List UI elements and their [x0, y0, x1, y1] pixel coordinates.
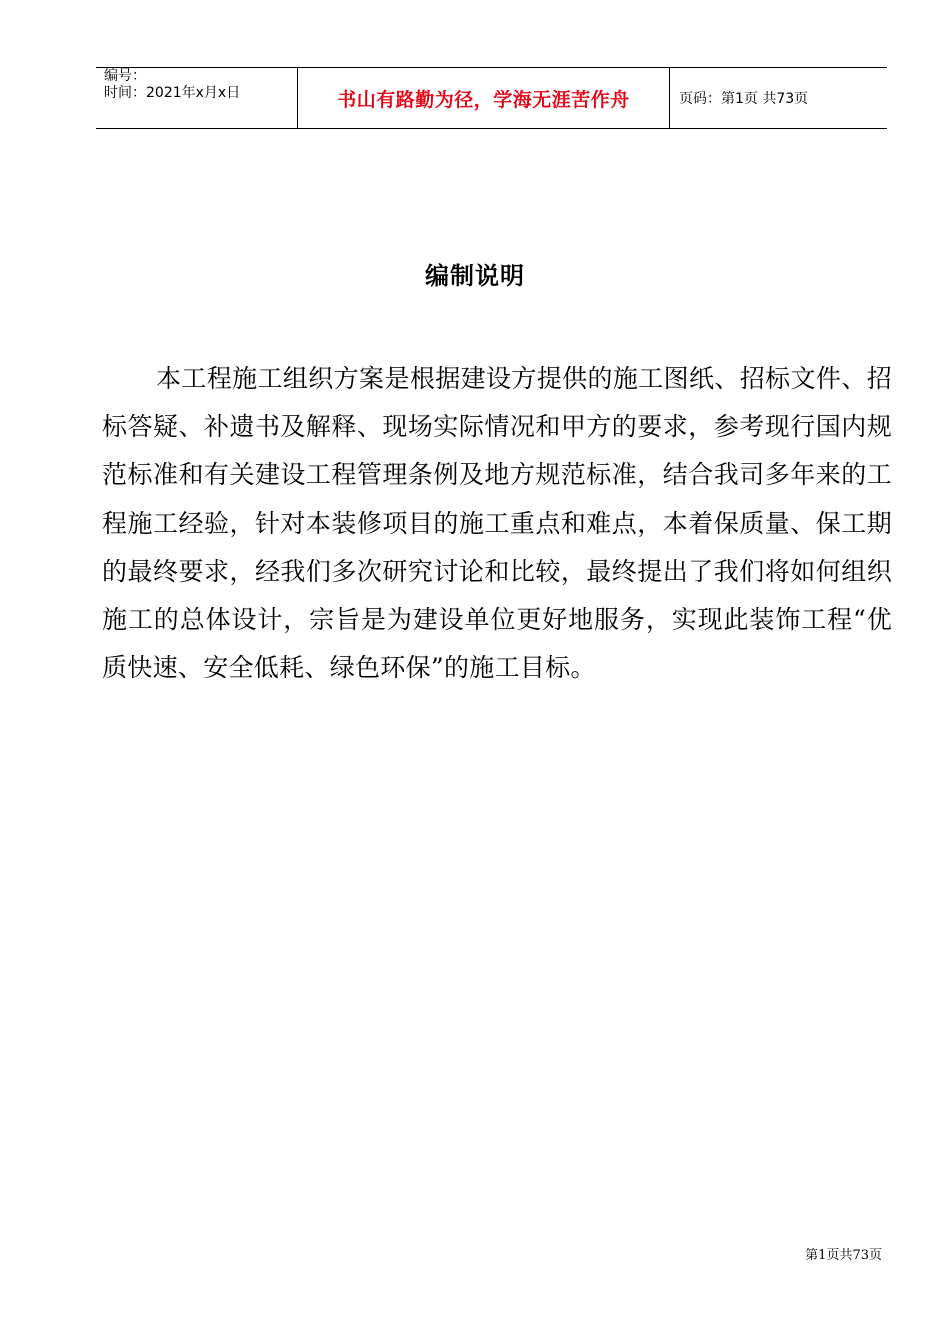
document-date: 时间：2021年x月x日 — [104, 85, 241, 101]
footer-page-info: 第1页共73页 — [805, 1248, 882, 1263]
header-motto: 书山有路勤为径，学海无涯苦作舟 — [337, 88, 630, 111]
header-meta — [104, 68, 240, 102]
page-header — [96, 67, 887, 129]
document-paragraph: 本工程施工组织方案是根据建设方提供的施工图纸、招标文件、招标答疑、补遗书及解释、现场实际情况和甲方的要求，参考现行国内规范标准和有关建设工程管理条例及地方规范标准，结合我司多年来的工程施工经验，针对本装修项目的施工重点和难点，本着保质量、保工期的最终要求，经我们多次研究讨论和比较，最终提出了我们将如何组织施工的总体设计，宗旨是为建设单位更好地服务，实现此装饰工程“优质快速、安全低耗、绿色环保”的施工目标。 — [102, 364, 892, 683]
document-title: 编制说明 — [425, 262, 525, 290]
header-divider — [669, 68, 670, 128]
document-number-label: 编号： — [104, 68, 146, 84]
header-page-info: 页码：第1页 共73页 — [679, 91, 809, 107]
